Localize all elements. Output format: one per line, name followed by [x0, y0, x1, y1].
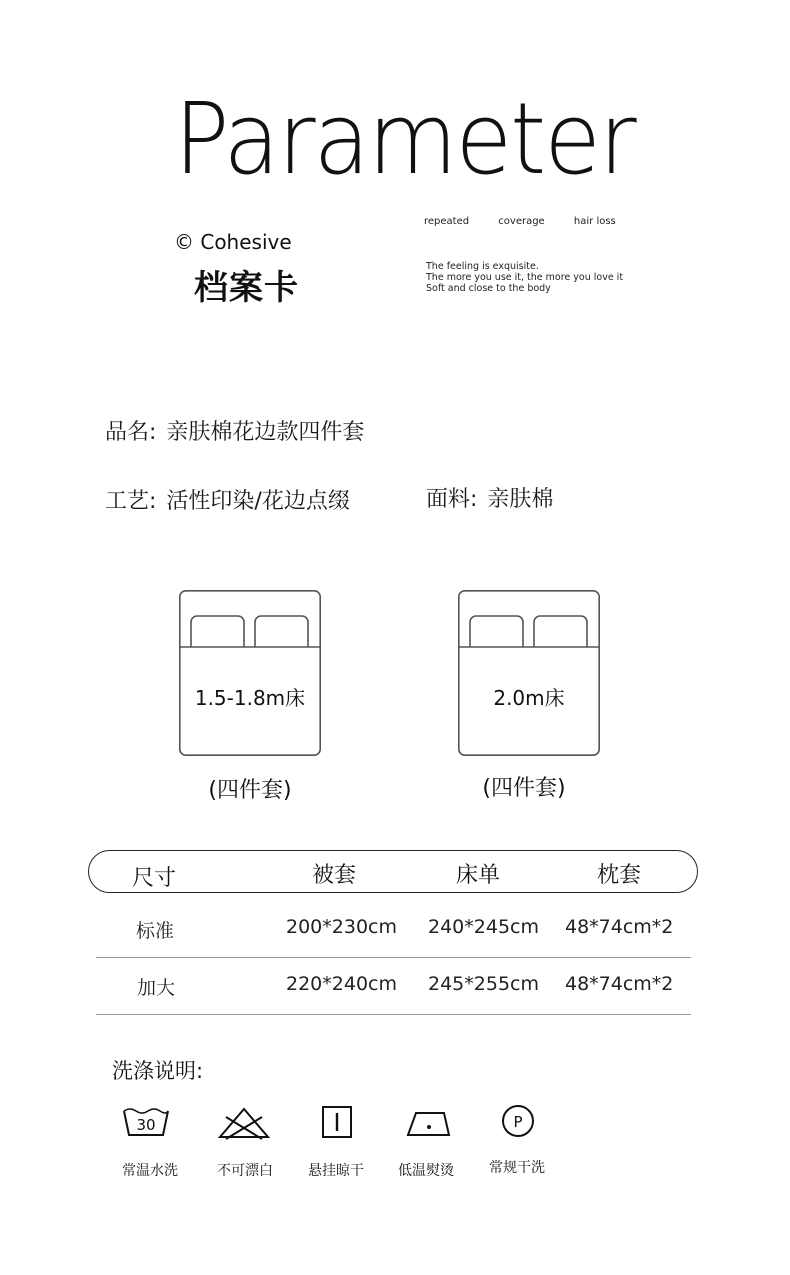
- wash-label: 常温水洗: [122, 1163, 178, 1179]
- brand-name: © Cohesive: [174, 230, 292, 254]
- tagline: [426, 261, 623, 294]
- wash-30-icon: [120, 1103, 180, 1143]
- tagline-line: The feeling is exquisite.: [426, 261, 539, 272]
- dry-clean-symbol: P: [513, 1113, 523, 1131]
- tag-item: hair loss: [573, 216, 616, 227]
- no-bleach-icon: [216, 1103, 276, 1143]
- fabric-row: [426, 482, 553, 513]
- table-cell: 48*74cm*2: [565, 916, 674, 938]
- bed-size-label: 2.0m床: [493, 686, 565, 710]
- craft-label: 工艺:: [105, 489, 157, 514]
- table-header-cell: 枕套: [597, 863, 642, 888]
- bed-icon: [179, 590, 321, 756]
- hang-dry-icon: [318, 1103, 378, 1143]
- washing-title: 洗涤说明:: [112, 1059, 204, 1083]
- table-cell: 200*230cm: [286, 916, 397, 938]
- wash-label: 低温熨烫: [398, 1163, 454, 1179]
- product-name-row: [105, 415, 364, 446]
- bed-set-label: (四件套): [208, 778, 292, 803]
- tag-item: coverage: [498, 216, 545, 227]
- table-cell: 240*245cm: [428, 916, 539, 938]
- tagline-line: Soft and close to the body: [426, 283, 551, 294]
- wash-temp-label: 30: [136, 1116, 156, 1134]
- bed-diagram-large: [458, 590, 600, 755]
- table-cell: 220*240cm: [286, 973, 397, 995]
- page-title: Parameter: [174, 81, 635, 197]
- low-iron-icon: [402, 1103, 462, 1143]
- table-cell: 标准: [136, 920, 175, 942]
- tagline-line: The more you use it, the more you love it: [426, 272, 624, 283]
- table-cell: 245*255cm: [428, 973, 539, 995]
- table-divider: [96, 957, 691, 958]
- tag-list: [424, 216, 642, 227]
- wash-label: 不可漂白: [217, 1163, 273, 1179]
- table-header-cell: 被套: [312, 863, 357, 888]
- table-cell: 48*74cm*2: [565, 973, 674, 995]
- document-label: 档案卡: [194, 268, 299, 308]
- wash-label: 常规干洗: [489, 1160, 545, 1176]
- bed-size-label: 1.5-1.8m床: [194, 686, 306, 710]
- table-header-cell: 尺寸: [132, 866, 177, 891]
- tag-item: repeated: [424, 216, 470, 227]
- bed-set-label: (四件套): [482, 776, 566, 801]
- table-header-cell: 床单: [456, 863, 501, 888]
- bed-icon: [458, 590, 600, 756]
- craft-value: 活性印染/花边点缀: [166, 489, 350, 514]
- product-name-label: 品名:: [105, 420, 157, 445]
- fabric-label: 面料:: [426, 487, 478, 512]
- fabric-value: 亲肤棉: [487, 487, 554, 512]
- bed-diagram-small: [179, 590, 321, 755]
- dry-clean-icon: [498, 1103, 558, 1143]
- product-name-value: 亲肤棉花边款四件套: [166, 420, 365, 445]
- craft-row: [105, 484, 350, 515]
- table-cell: 加大: [137, 977, 176, 999]
- table-divider: [96, 1014, 691, 1015]
- wash-label: 悬挂晾干: [308, 1163, 364, 1179]
